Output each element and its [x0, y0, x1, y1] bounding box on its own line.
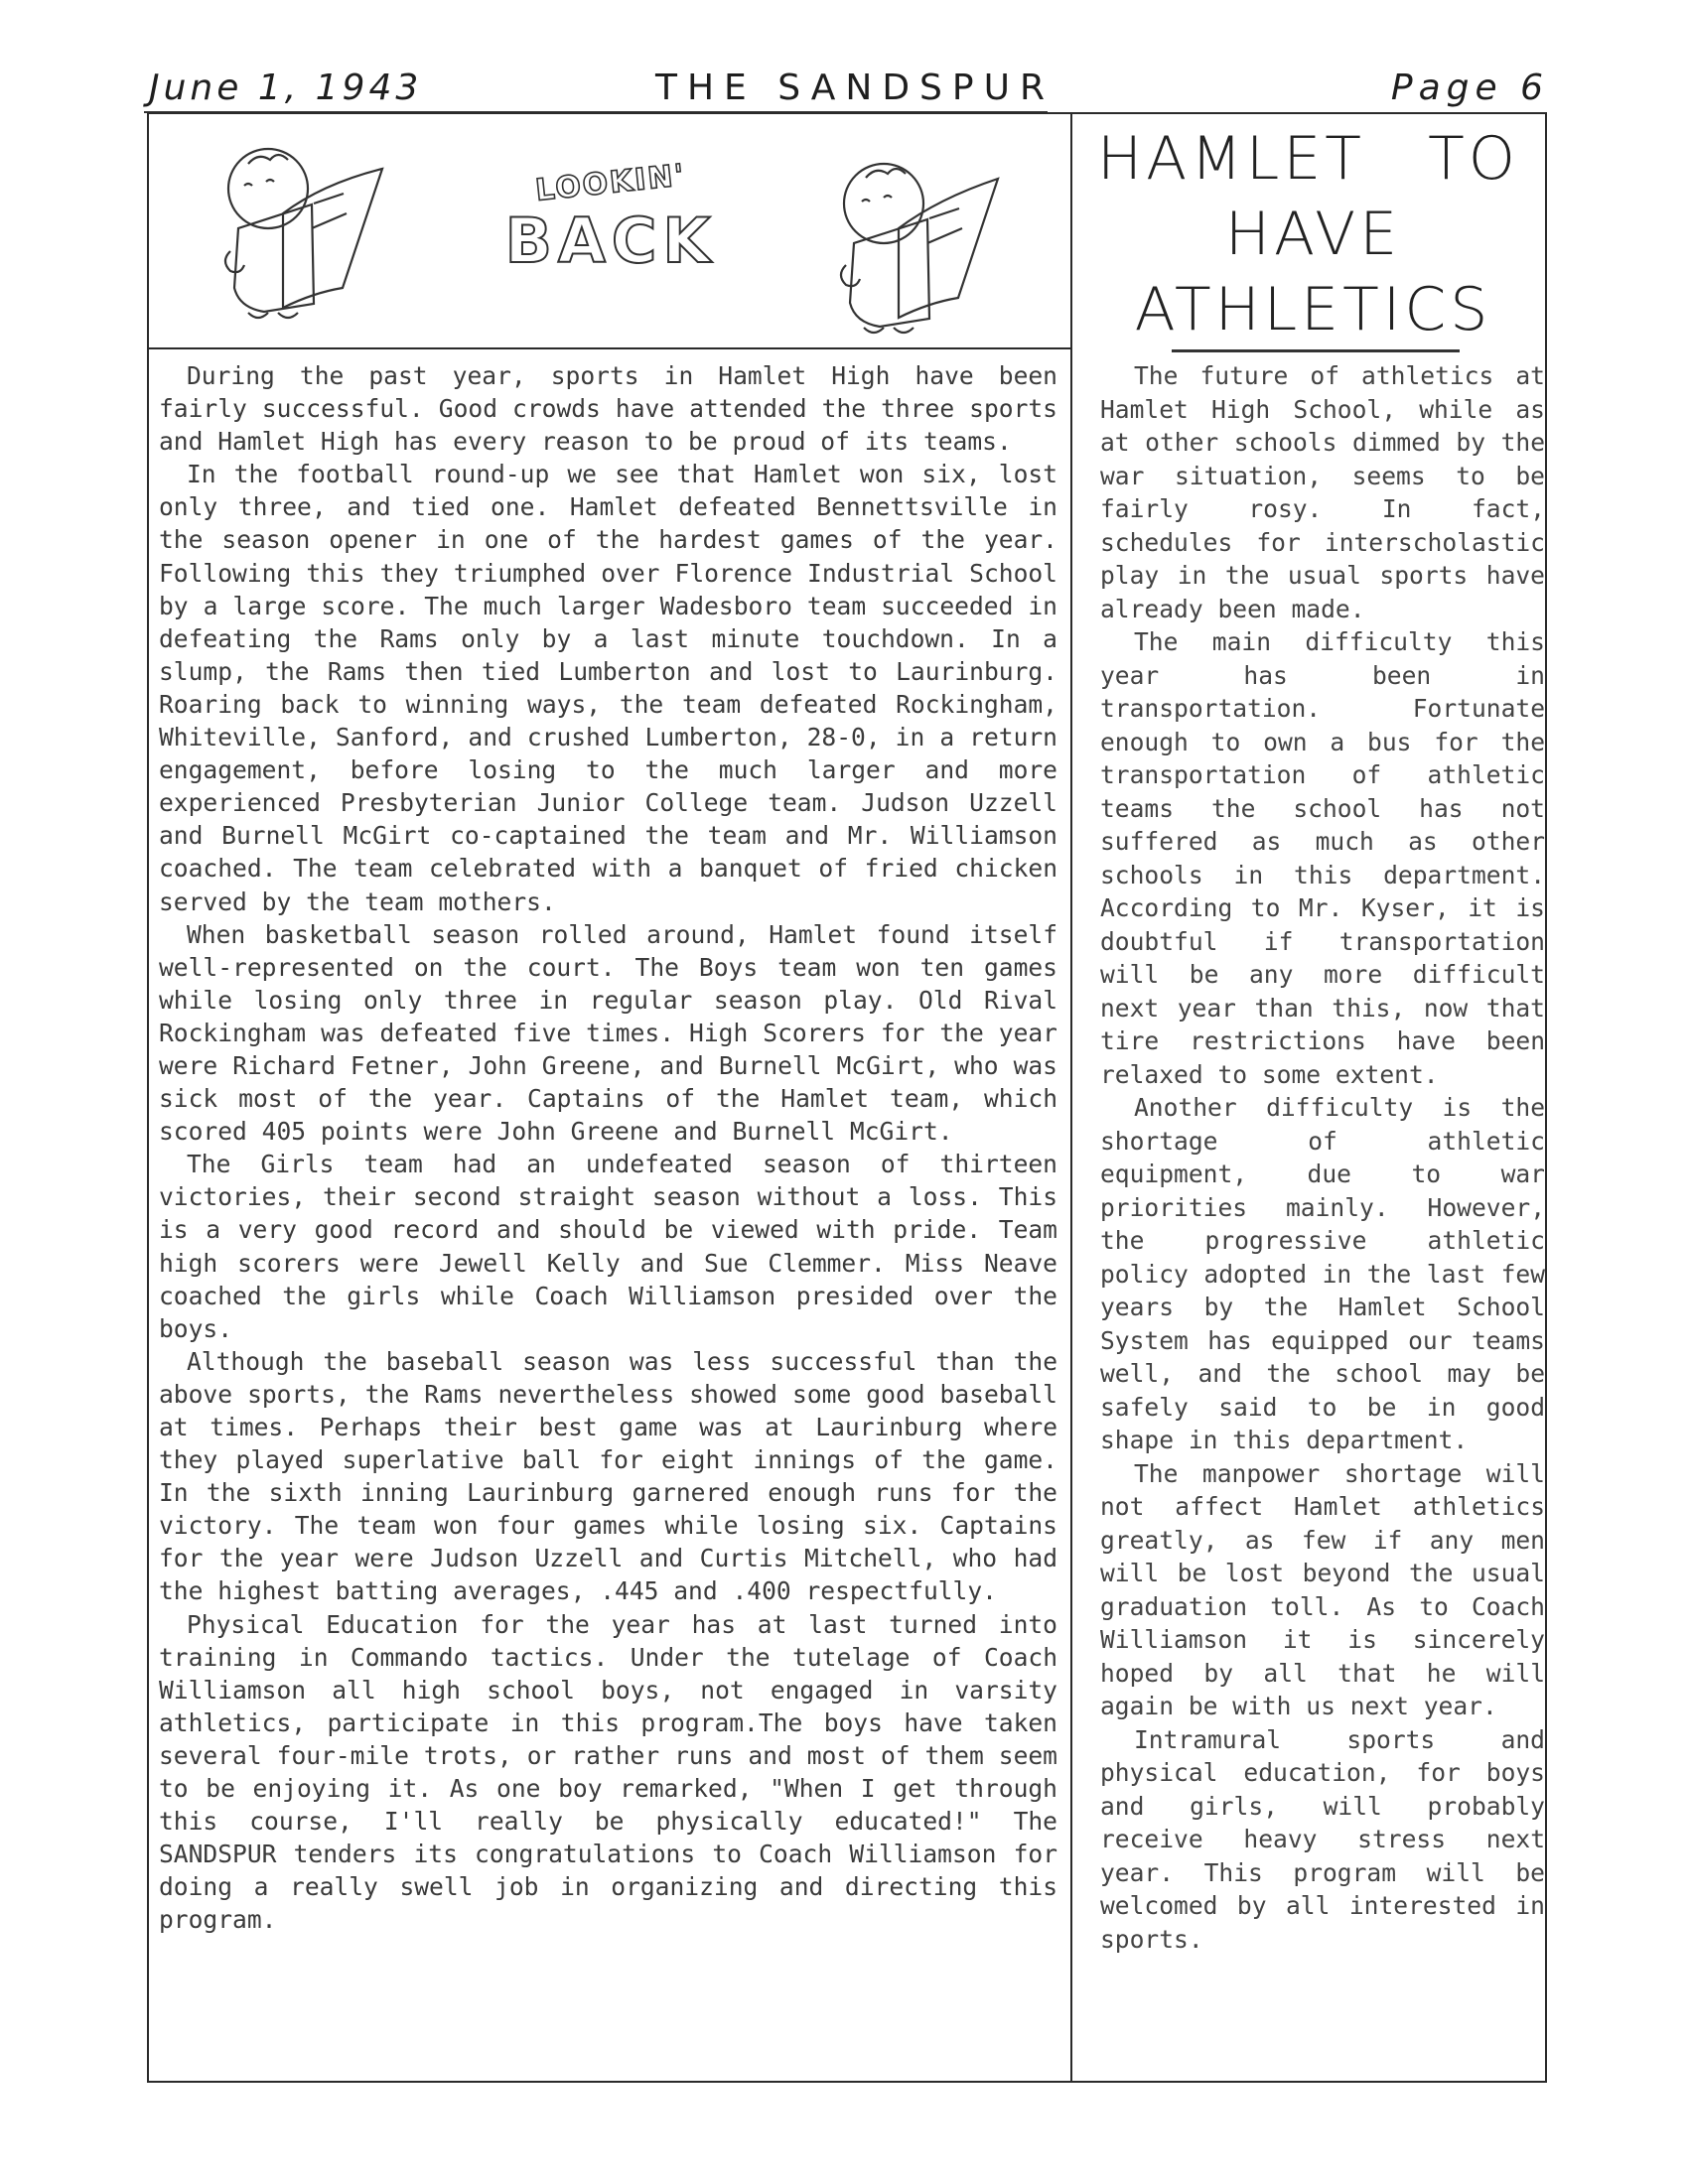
looking-back-article	[159, 359, 1057, 1937]
banner-title-line1: LOOKIN'	[533, 158, 688, 208]
banner-title-line2: BACK	[504, 205, 717, 277]
article-paragraph: The Girls team had an undefeated season of thirteen victories, their second straight season without a loss. This is a very good record and should be viewed with pride. Team high scorers were Jewell Kelly and Sue Clemmer. Miss Neave coached the girls while Coach Williamson presided over the boys.	[159, 1150, 1057, 1343]
headline-rule	[1172, 349, 1460, 352]
article-paragraph: The main difficulty this year has been in transportation. Fortunate enough to own a bus for the transportation of athletic teams the school has not suffered as much as other schools in this department. According to Mr. Kyser, it is doubtful if transportation will be any more difficult next year than this, now that tire restrictions have been relaxed to some extent.	[1100, 627, 1545, 1089]
hamlet-athletics-article	[1100, 359, 1545, 1956]
article-paragraph: In the football round-up we see that Hamlet won six, lost only three, and tied one. Hamlet defeated Bennettsville in the season opener in one of the hardest games of the year. Following this they triumphed over Florence Industrial School by a large score. The much larger Wadesboro team succeeded in defeating the Rams only by a last minute touchdown. In a slump, the Rams then tied Lumberton and lost to Laurinburg. Roaring back to winning ways, the team defeated Rockingham, Whiteville, Sanford, and crushed Lumberton, 28-0, in a return engagement, before losing to the much larger and more experienced Presbyterian Junior College team. Judson Uzzell and Burnell McGirt co-captained the team and Mr. Williamson coached. The team celebrated with a banquet of fried chicken served by the team mothers.	[159, 460, 1057, 916]
page-number: Page 6	[1390, 68, 1549, 108]
article-paragraph: The future of athletics at Hamlet High School, while as at other schools dimmed by the war situation, seems to be fairly rosy. In fact, schedules for interscholastic play in the usual sports have already been made.	[1100, 361, 1545, 623]
article-paragraph: Although the baseball season was less successful than the above sports, the Rams nevertheless showed some good baseball at times. Perhaps their best game was at Laurinburg where they played superlative ball for eight innings of the game. In the sixth inning Laurinburg garnered enough runs for the victory. The team won four games while losing six. Captains for the year were Judson Uzzell and Curtis Mitchell, who had the highest batting averages, .445 and .400 respectfully.	[159, 1346, 1057, 1606]
article-paragraph: When basketball season rolled around, Hamlet found itself well-represented on the court. The Boys team won ten games while losing only three in regular season play. Old Rival Rockingham was defeated five times. High Scorers for the year were Richard Fetner, John Greene, and Burnell McGirt, who was sick most of the year. Captains of the Hamlet team, which scored 405 points were John Greene and Burnell McGirt.	[159, 919, 1057, 1147]
newspaper-title: THE SANDSPUR	[655, 68, 1055, 108]
headline-line1	[1087, 124, 1539, 194]
article-paragraph: Another difficulty is the shortage of athletic equipment, due to war priorities mainly. However, the progressive athletic policy adopted in the last few years by the Hamlet School System has equipped our teams well, and the school may be safely said to be in good shape in this department.	[1100, 1093, 1545, 1454]
column-divider	[1070, 112, 1072, 2083]
child-reading-illustration	[824, 154, 1023, 352]
banner-title	[501, 158, 720, 277]
headline-line2: HAVE	[1224, 200, 1402, 269]
lookin-back-banner	[149, 114, 1068, 346]
child-reading-illustration	[209, 134, 407, 333]
side-article-headline	[1087, 124, 1539, 344]
headline-word: HAMLET	[1097, 124, 1365, 194]
article-paragraph: Physical Education for the year has at last turned into training in Commando tactics. Under the tutelage of Coach Williamson all high school boys, not engaged in varsity athletics, participate in this program.The boys have taken several four-mile trots, or rather runs and most of them seem to be enjoying it. As one boy remarked, "When I get through this course, I'll really be physically educated!" The SANDSPUR tenders its congratulations to Coach Williamson for doing a really swell job in organizing and directing this program.	[159, 1609, 1057, 1935]
article-paragraph: Intramural sports and physical education, for boys and girls, will probably receive heavy stress next year. This program will be welcomed by all interested in sports.	[1100, 1724, 1545, 1954]
article-paragraph: The manpower shortage will not affect Hamlet athletics greatly, as few if any men will be lost beyond the usual graduation toll. As to Coach Williamson it is sincerely hoped by all that he will again be with us next year.	[1100, 1458, 1545, 1720]
article-paragraph: During the past year, sports in Hamlet High have been fairly successful. Good crowds have attended the three sports and Hamlet High has every reason to be proud of its teams.	[159, 361, 1057, 457]
masthead	[139, 68, 1549, 117]
headline-word: TO	[1428, 124, 1519, 194]
headline-line3: ATHLETICS	[1134, 275, 1492, 344]
issue-date: June 1, 1943	[149, 68, 423, 108]
